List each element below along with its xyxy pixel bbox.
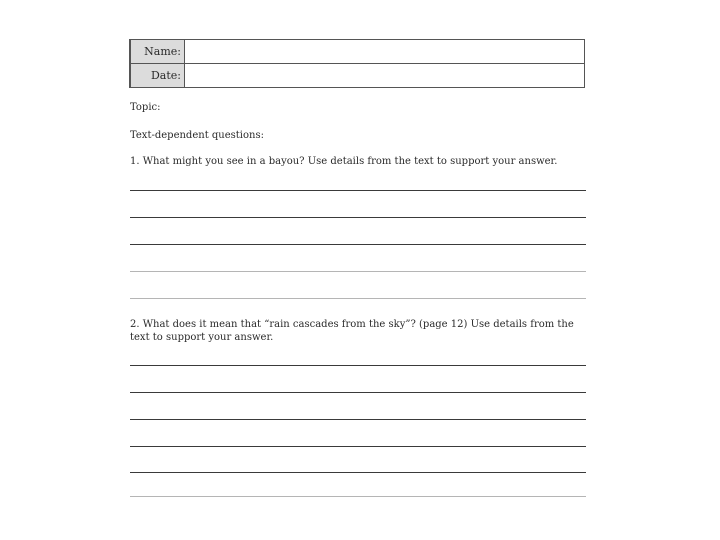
answer-line[interactable]	[130, 472, 586, 473]
answer-line[interactable]	[130, 419, 586, 420]
section-heading: Text-dependent questions:	[130, 130, 264, 141]
answer-line[interactable]	[130, 365, 586, 366]
date-field[interactable]	[185, 64, 585, 88]
question-1: 1. What might you see in a bayou? Use details from the text to support your answer.	[130, 156, 558, 167]
topic-label: Topic:	[130, 102, 161, 113]
answer-line[interactable]	[130, 271, 586, 272]
name-row	[130, 40, 585, 64]
answer-line[interactable]	[130, 217, 586, 218]
answer-line[interactable]	[130, 244, 586, 245]
date-row	[130, 64, 585, 88]
date-label: Date:	[130, 64, 185, 88]
answer-line[interactable]	[130, 446, 586, 447]
answer-line[interactable]	[130, 190, 586, 191]
question-2: 2. What does it mean that “rain cascades from the sky”? (page 12) Use details from the text to support your answer.	[130, 319, 574, 343]
answer-line[interactable]	[130, 496, 586, 497]
answer-line[interactable]	[130, 298, 586, 299]
answer-line[interactable]	[130, 392, 586, 393]
student-info-table	[129, 39, 585, 88]
name-label: Name:	[130, 40, 185, 64]
name-field[interactable]	[185, 40, 585, 64]
